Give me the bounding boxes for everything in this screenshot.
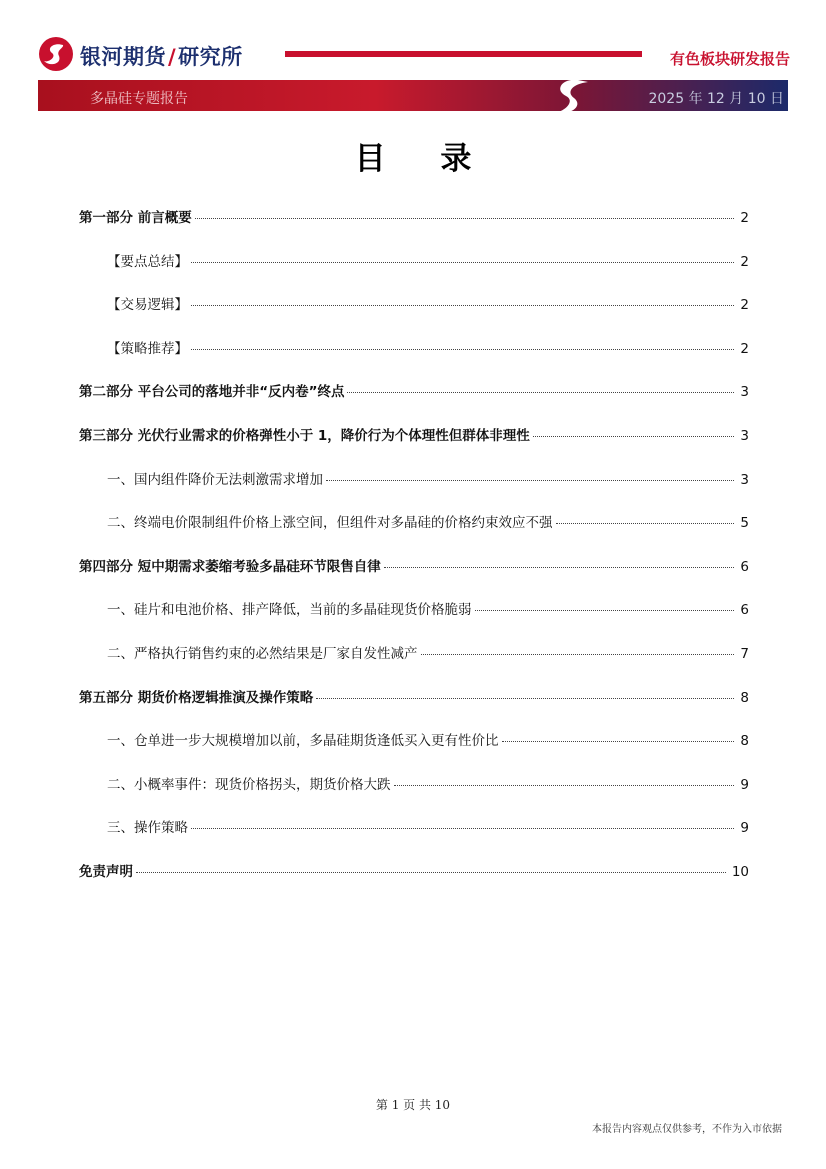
toc-dot-leader xyxy=(394,785,735,786)
toc-entry[interactable] xyxy=(79,424,749,468)
galaxy-logo-icon xyxy=(38,36,74,72)
toc-entry[interactable] xyxy=(79,729,749,773)
toc-entry[interactable] xyxy=(79,686,749,730)
toc-entry[interactable] xyxy=(79,293,749,337)
toc-entry[interactable] xyxy=(79,250,749,294)
toc-entry-title: 免责声明 xyxy=(79,863,133,880)
toc-entry-title: 一、仓单进一步大规模增加以前，多晶硅期货逢低买入更有性价比 xyxy=(107,733,499,750)
toc-entry-title: 第四部分 短中期需求萎缩考验多晶硅环节限售自律 xyxy=(79,558,381,575)
toc-entry[interactable] xyxy=(79,337,749,381)
table-of-contents xyxy=(79,206,749,904)
report-type: 多晶硅专题报告 xyxy=(90,91,188,107)
report-category: 有色板块研发报告 xyxy=(669,50,790,68)
toc-dot-leader xyxy=(191,305,734,306)
toc-entry[interactable] xyxy=(79,816,749,860)
toc-entry-page: 2 xyxy=(740,210,749,226)
toc-entry[interactable] xyxy=(79,511,749,555)
toc-dot-leader xyxy=(191,262,734,263)
report-date: 2025 年 12 月 10 日 xyxy=(648,91,784,107)
footer-disclaimer: 本报告内容观点仅供参考，不作为入市依据 xyxy=(592,1124,782,1135)
swoosh-icon xyxy=(548,76,594,116)
toc-entry[interactable] xyxy=(79,380,749,424)
toc-dot-leader xyxy=(316,698,734,699)
toc-entry[interactable] xyxy=(79,598,749,642)
brand-slash: / xyxy=(168,45,177,69)
toc-entry[interactable] xyxy=(79,860,749,904)
toc-entry-page: 2 xyxy=(740,253,749,270)
toc-dot-leader xyxy=(556,523,735,524)
toc-entry[interactable] xyxy=(79,773,749,817)
toc-entry[interactable] xyxy=(79,555,749,599)
toc-dot-leader xyxy=(533,436,735,437)
toc-entry[interactable] xyxy=(79,468,749,512)
page-title: 目 录 xyxy=(354,141,494,177)
toc-entry-page: 8 xyxy=(740,689,749,706)
toc-entry-title: 【交易逻辑】 xyxy=(107,297,188,314)
toc-entry-title: 【要点总结】 xyxy=(107,253,188,270)
toc-entry-title: 二、严格执行销售约束的必然结果是厂家自发性减产 xyxy=(107,645,418,662)
toc-entry-title: 第二部分 平台公司的落地并非“反内卷”终点 xyxy=(79,384,345,401)
toc-entry[interactable] xyxy=(79,206,749,250)
toc-entry-page: 6 xyxy=(740,558,749,575)
toc-dot-leader xyxy=(191,828,734,829)
brand-company: 银河期货 xyxy=(80,45,166,69)
toc-entry-page: 3 xyxy=(740,471,749,488)
toc-entry-title: 二、终端电价限制组件价格上涨空间，但组件对多晶硅的价格约束效应不强 xyxy=(107,515,553,532)
toc-dot-leader xyxy=(475,610,735,611)
brand-name xyxy=(80,41,243,71)
toc-entry-page: 8 xyxy=(740,733,749,750)
toc-entry-title: 第三部分 光伏行业需求的价格弹性小于 1，降价行为个体理性但群体非理性 xyxy=(79,427,530,444)
toc-entry-title: 第五部分 期货价格逻辑推演及操作策略 xyxy=(79,689,314,706)
toc-entry-page: 3 xyxy=(740,427,749,444)
toc-entry-title: 三、操作策略 xyxy=(107,820,188,837)
toc-entry-page: 9 xyxy=(740,820,749,837)
toc-entry-title: 一、硅片和电池价格、排产降低，当前的多晶硅现货价格脆弱 xyxy=(107,602,472,619)
page-number: 第 1 页 共 10 xyxy=(375,1098,451,1112)
toc-entry[interactable] xyxy=(79,642,749,686)
toc-entry-page: 6 xyxy=(740,602,749,619)
toc-entry-title: 第一部分 前言概要 xyxy=(79,210,192,226)
toc-entry-page: 2 xyxy=(740,340,749,357)
toc-entry-page: 5 xyxy=(740,515,749,532)
toc-dot-leader xyxy=(347,392,734,393)
toc-dot-leader xyxy=(136,872,726,873)
toc-entry-page: 7 xyxy=(740,645,749,662)
toc-dot-leader xyxy=(326,480,734,481)
brand-department: 研究所 xyxy=(178,45,243,69)
toc-dot-leader xyxy=(502,741,735,742)
toc-entry-page: 9 xyxy=(740,776,749,793)
toc-entry-title: 【策略推荐】 xyxy=(107,340,188,357)
toc-entry-page: 2 xyxy=(740,297,749,314)
toc-dot-leader xyxy=(191,349,734,350)
toc-entry-page: 3 xyxy=(740,384,749,401)
toc-dot-leader xyxy=(384,567,735,568)
toc-dot-leader xyxy=(421,654,735,655)
toc-dot-leader xyxy=(195,218,735,219)
header-red-rule xyxy=(285,51,642,57)
toc-entry-title: 一、国内组件降价无法刺激需求增加 xyxy=(107,471,323,488)
toc-entry-page: 10 xyxy=(731,863,749,880)
toc-entry-title: 二、小概率事件：现货价格拐头，期货价格大跌 xyxy=(107,776,391,793)
